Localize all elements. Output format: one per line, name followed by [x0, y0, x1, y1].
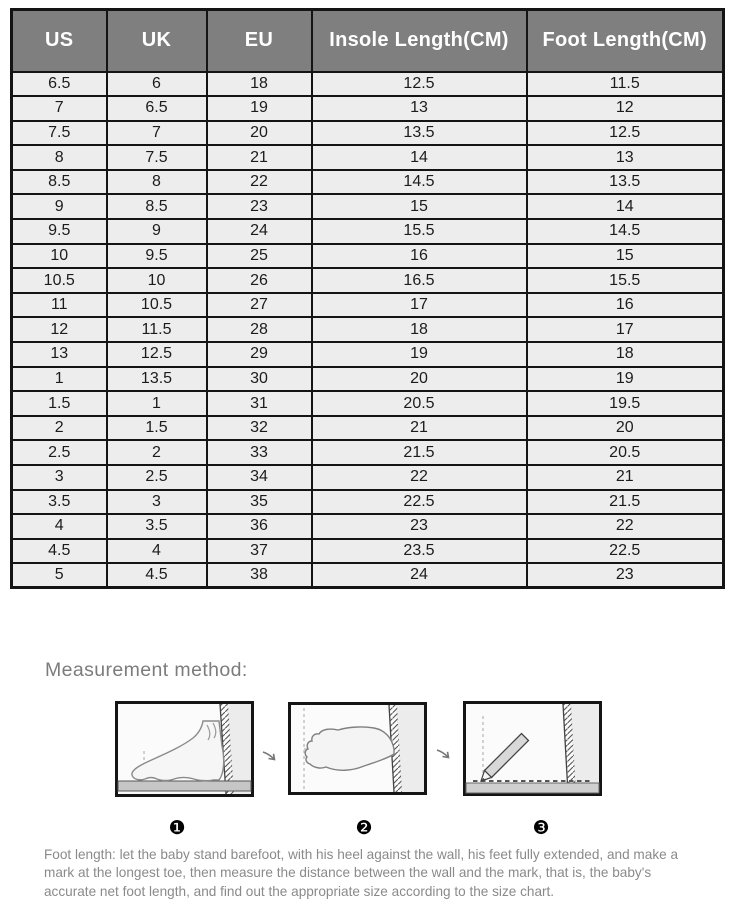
table-cell: 29: [207, 342, 312, 367]
table-cell: 10: [12, 244, 107, 269]
table-cell: 9.5: [12, 219, 107, 244]
table-cell: 17: [527, 317, 724, 342]
table-cell: 4.5: [12, 539, 107, 564]
step-1-badge: ❶: [168, 817, 186, 839]
table-cell: 13.5: [312, 121, 527, 146]
table-cell: 16: [312, 244, 527, 269]
table-cell: 38: [207, 563, 312, 588]
table-cell: 25: [207, 244, 312, 269]
table-cell: 15: [312, 194, 527, 219]
table-body: [12, 72, 724, 588]
table-cell: 1.5: [12, 391, 107, 416]
table-cell: 4: [12, 514, 107, 539]
table-cell: 22: [312, 465, 527, 490]
table-row: [12, 416, 724, 441]
pencil-marking-foot-length-icon: [463, 701, 602, 796]
table-cell: 36: [207, 514, 312, 539]
table-row: [12, 244, 724, 269]
table-row: [12, 465, 724, 490]
table-cell: 2.5: [12, 440, 107, 465]
table-cell: 14.5: [527, 219, 724, 244]
table-cell: 13: [527, 145, 724, 170]
foot-top-view-against-wall-icon: [288, 702, 427, 795]
curved-right-down-arrow-icon: [435, 745, 453, 763]
table-cell: 28: [207, 317, 312, 342]
table-row: [12, 317, 724, 342]
table-row: [12, 121, 724, 146]
table-row: [12, 391, 724, 416]
table-cell: 34: [207, 465, 312, 490]
table-row: [12, 268, 724, 293]
table-cell: 13.5: [527, 170, 724, 195]
table-cell: 16.5: [312, 268, 527, 293]
table-cell: 21: [527, 465, 724, 490]
table-cell: 1: [12, 367, 107, 392]
column-header: Insole Length(CM): [312, 10, 527, 72]
table-cell: 6.5: [12, 72, 107, 97]
table-row: [12, 367, 724, 392]
table-cell: 12.5: [527, 121, 724, 146]
table-row: [12, 96, 724, 121]
table-cell: 3.5: [12, 490, 107, 515]
table-cell: 21.5: [527, 490, 724, 515]
table-cell: 5: [12, 563, 107, 588]
table-cell: 20: [527, 416, 724, 441]
table-cell: 9.5: [107, 244, 207, 269]
table-row: [12, 563, 724, 588]
table-cell: 6: [107, 72, 207, 97]
table-cell: 3: [107, 490, 207, 515]
table-cell: 33: [207, 440, 312, 465]
table-row: [12, 539, 724, 564]
table-cell: 1: [107, 391, 207, 416]
table-row: [12, 145, 724, 170]
table-row: [12, 219, 724, 244]
table-cell: 31: [207, 391, 312, 416]
table-cell: 10.5: [12, 268, 107, 293]
table-cell: 20.5: [312, 391, 527, 416]
table-cell: 4: [107, 539, 207, 564]
table-cell: 22.5: [312, 490, 527, 515]
table-cell: 8: [107, 170, 207, 195]
table-cell: 9: [107, 219, 207, 244]
table-cell: 24: [207, 219, 312, 244]
column-header: EU: [207, 10, 312, 72]
table-cell: 12: [527, 96, 724, 121]
table-cell: 2.5: [107, 465, 207, 490]
table-row: [12, 440, 724, 465]
table-cell: 15.5: [312, 219, 527, 244]
table-cell: 10.5: [107, 293, 207, 318]
table-cell: 10: [107, 268, 207, 293]
table-cell: 22.5: [527, 539, 724, 564]
table-header-row: [12, 10, 724, 72]
table-cell: 23: [207, 194, 312, 219]
table-cell: 26: [207, 268, 312, 293]
table-cell: 2: [12, 416, 107, 441]
table-cell: 2: [107, 440, 207, 465]
table-cell: 13.5: [107, 367, 207, 392]
table-cell: 1.5: [107, 416, 207, 441]
table-cell: 30: [207, 367, 312, 392]
table-cell: 22: [207, 170, 312, 195]
table-cell: 6.5: [107, 96, 207, 121]
table-cell: 19.5: [527, 391, 724, 416]
table-cell: 18: [207, 72, 312, 97]
table-cell: 23.5: [312, 539, 527, 564]
table-cell: 23: [527, 563, 724, 588]
table-cell: 12.5: [107, 342, 207, 367]
size-chart-table: [10, 8, 725, 589]
table-cell: 27: [207, 293, 312, 318]
step-2-badge: ❷: [355, 817, 373, 839]
table-cell: 7.5: [107, 145, 207, 170]
table-cell: 7: [107, 121, 207, 146]
measurement-method-title: Measurement method:: [45, 659, 248, 681]
table-cell: 21: [312, 416, 527, 441]
table-cell: 21.5: [312, 440, 527, 465]
table-cell: 20.5: [527, 440, 724, 465]
foot-side-view-against-wall-icon: [115, 701, 254, 797]
table-cell: 35: [207, 490, 312, 515]
table-cell: 19: [527, 367, 724, 392]
table-row: [12, 293, 724, 318]
table-cell: 20: [312, 367, 527, 392]
table-cell: 14.5: [312, 170, 527, 195]
table-cell: 19: [207, 96, 312, 121]
step-3-badge: ❸: [532, 817, 550, 839]
table-row: [12, 342, 724, 367]
table-cell: 18: [527, 342, 724, 367]
table-cell: 12.5: [312, 72, 527, 97]
table-row: [12, 170, 724, 195]
column-header: US: [12, 10, 107, 72]
table-cell: 12: [12, 317, 107, 342]
table-cell: 20: [207, 121, 312, 146]
column-header: UK: [107, 10, 207, 72]
table-cell: 4.5: [107, 563, 207, 588]
table-cell: 24: [312, 563, 527, 588]
table-cell: 11: [12, 293, 107, 318]
table-cell: 7: [12, 96, 107, 121]
table-row: [12, 72, 724, 97]
table-row: [12, 194, 724, 219]
table-cell: 32: [207, 416, 312, 441]
table-cell: 22: [527, 514, 724, 539]
table-cell: 14: [312, 145, 527, 170]
column-header: Foot Length(CM): [527, 10, 724, 72]
table-row: [12, 490, 724, 515]
table-cell: 15.5: [527, 268, 724, 293]
table-cell: 11.5: [527, 72, 724, 97]
table-cell: 15: [527, 244, 724, 269]
table-cell: 3: [12, 465, 107, 490]
table-cell: 13: [12, 342, 107, 367]
table-cell: 19: [312, 342, 527, 367]
table-cell: 16: [527, 293, 724, 318]
measurement-description: Foot length: let the baby stand barefoot, with his heel against the wall, his feet fully extended, and make a mark at the longest toe, then measure the distance between the wall and the mark, that is, the baby's accurate net foot length, and find out the appropriate size according to the size chart.: [44, 847, 679, 899]
table-cell: 8.5: [12, 170, 107, 195]
table-cell: 17: [312, 293, 527, 318]
table-cell: 7.5: [12, 121, 107, 146]
table-row: [12, 514, 724, 539]
table-cell: 11.5: [107, 317, 207, 342]
table-cell: 23: [312, 514, 527, 539]
table-cell: 8: [12, 145, 107, 170]
curved-right-down-arrow-icon: [261, 747, 279, 765]
table-cell: 8.5: [107, 194, 207, 219]
table-cell: 3.5: [107, 514, 207, 539]
table-cell: 21: [207, 145, 312, 170]
table-cell: 9: [12, 194, 107, 219]
table-cell: 14: [527, 194, 724, 219]
table-cell: 18: [312, 317, 527, 342]
table-cell: 13: [312, 96, 527, 121]
table-cell: 37: [207, 539, 312, 564]
